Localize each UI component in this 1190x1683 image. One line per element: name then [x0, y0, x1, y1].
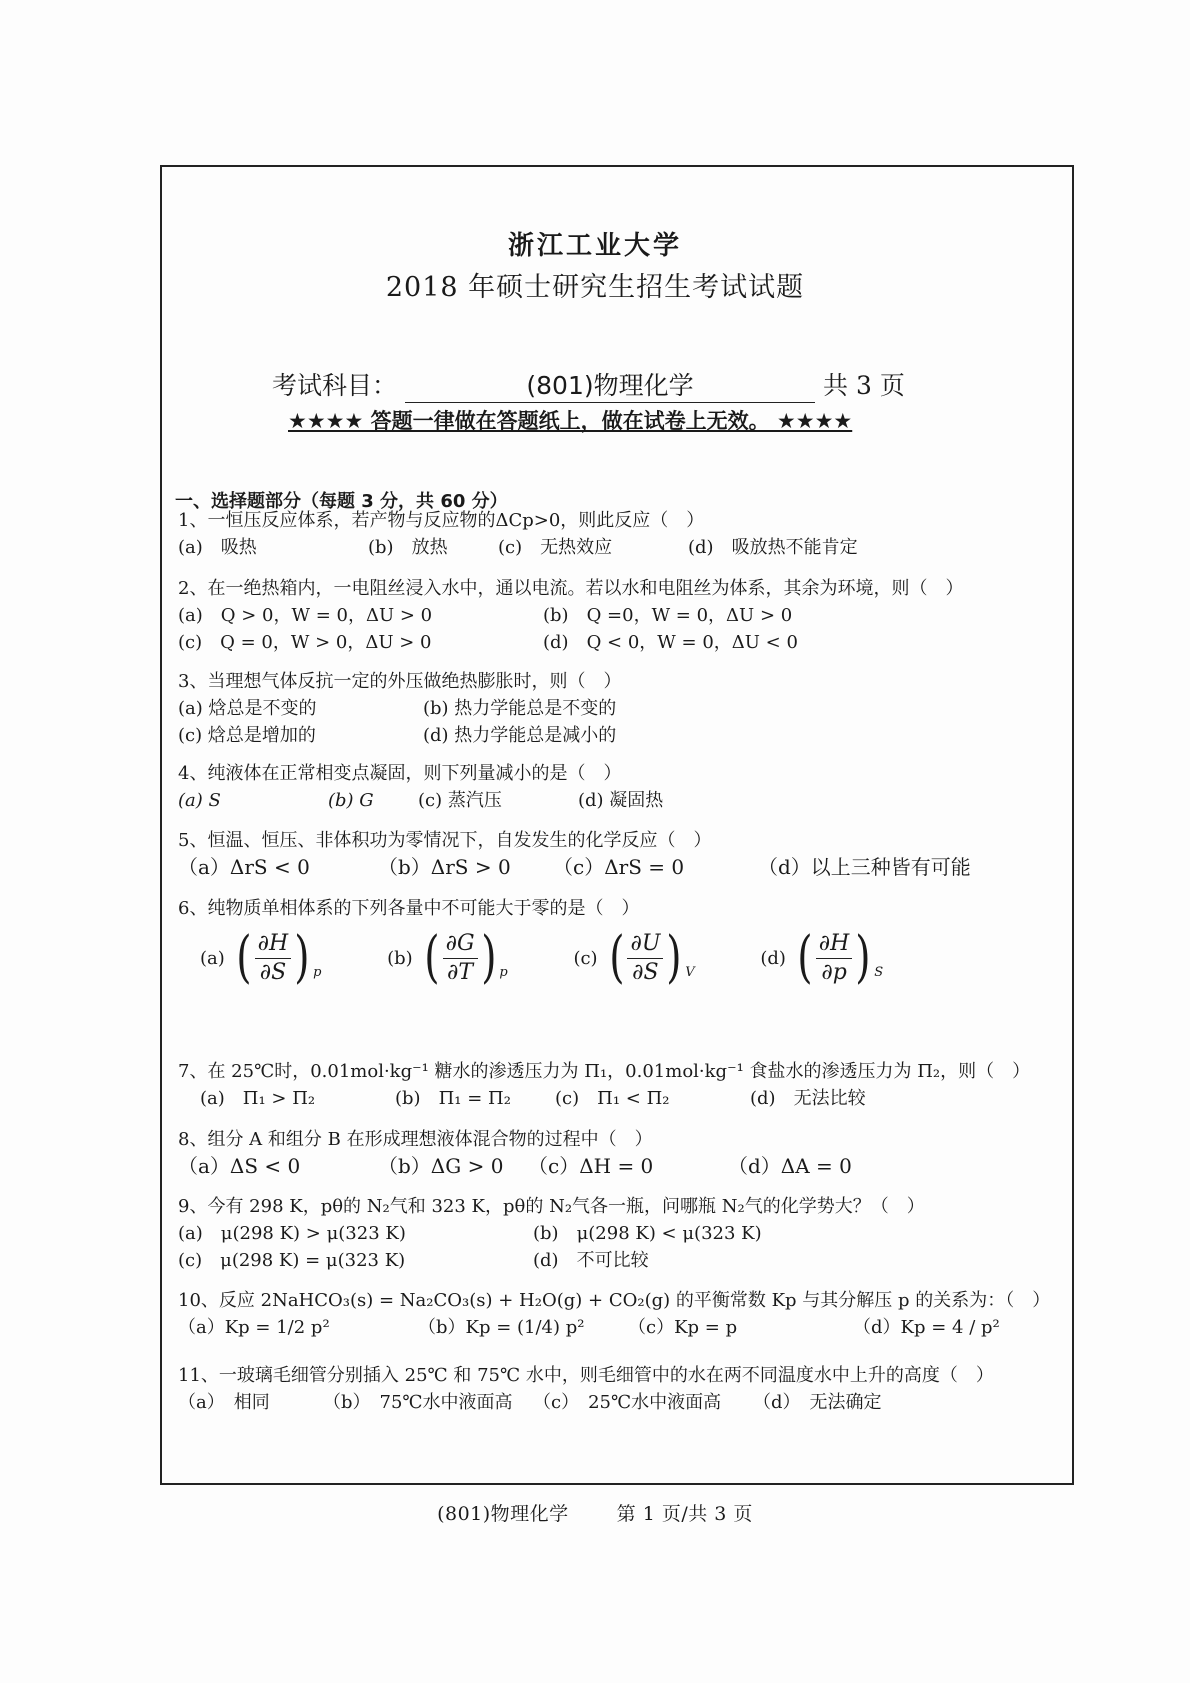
right-paren: ) [294, 925, 310, 990]
question-options [178, 1247, 925, 1274]
question-options [178, 1389, 994, 1416]
option-a [200, 925, 322, 990]
denominator: ∂S [632, 959, 659, 985]
left-paren: ( [797, 925, 813, 990]
option-b: (b) Π₁ = Π₂ [395, 1088, 511, 1109]
question-text: 11、一玻璃毛细管分别插入 25℃ 和 75℃ 水中，则毛细管中的水在两不同温度水中上升的高度（ ） [178, 1365, 994, 1386]
option-d: （d） 无法确定 [753, 1392, 882, 1413]
option-a: （a） 相同 [178, 1392, 270, 1413]
option-d: (d) 无法比较 [750, 1088, 866, 1109]
question-text: 9、今有 298 K，pθ的 N₂气和 323 K，pθ的 N₂气各一瓶，问哪瓶 N₂气的化学势大？（ ） [178, 1196, 925, 1217]
option-b: （b）Kp = (1/4) p² [418, 1317, 585, 1338]
footer-subject: (801)物理化学 [437, 1503, 569, 1525]
option-a: （a）Kp = 1/2 p² [178, 1317, 330, 1338]
question-options [178, 695, 621, 722]
option-a: (a) 焓总是不变的 [178, 698, 317, 719]
right-paren: ) [855, 925, 871, 990]
exam-title: 2018 年硕士研究生招生考试试题 [385, 272, 805, 303]
option-c [573, 925, 695, 990]
option-d: (d) Q < 0，W = 0，ΔU < 0 [543, 632, 798, 653]
question-text: 8、组分 A 和组分 B 在形成理想液体混合物的过程中（ ） [178, 1129, 653, 1150]
question-text: 6、纯物质单相体系的下列各量中不可能大于零的是（ ） [178, 898, 640, 919]
option-c: （c）ΔrS = 0 [553, 855, 685, 879]
question-options [178, 722, 621, 749]
partial-derivative [255, 930, 292, 987]
question-text: 1、一恒压反应体系，若产物与反应物的ΔCp>0，则此反应（ ） [178, 510, 705, 531]
option-b: (b) 放热 [368, 537, 448, 558]
question-options [178, 629, 963, 656]
question-5 [178, 827, 971, 881]
question-options [178, 787, 663, 814]
question-options [178, 854, 971, 881]
subscript: p [499, 965, 508, 980]
question-text: 7、在 25℃时，0.01mol·kg⁻¹ 糖水的渗透压力为 Π₁，0.01mol·kg⁻¹ 食盐水的渗透压力为 Π₂，则（ ） [178, 1061, 1031, 1082]
option-b: (b) 热力学能总是不变的 [423, 698, 617, 719]
question-options [178, 1085, 1030, 1112]
question-11 [178, 1362, 994, 1416]
question-9 [178, 1193, 925, 1274]
denominator: ∂p [821, 959, 847, 985]
question-text: 4、纯液体在正常相变点凝固，则下列量减小的是（ ） [178, 763, 622, 784]
option-c: （c）ΔH = 0 [528, 1154, 654, 1178]
option-d [760, 925, 884, 990]
option-a: (a) Π₁ > Π₂ [200, 1088, 316, 1109]
option-b: （b）ΔrS > 0 [378, 855, 511, 879]
option-b [387, 925, 508, 990]
option-b: (b) μ(298 K) < μ(323 K) [533, 1223, 762, 1244]
question-text: 2、在一绝热箱内，一电阻丝浸入水中，通以电流。若以水和电阻丝为体系，其余为环境，则（ ） [178, 578, 964, 599]
option-c: (c) Π₁ < Π₂ [555, 1088, 670, 1109]
subscript: p [313, 965, 322, 980]
subject-label: 考试科目： [272, 371, 398, 400]
numerator: ∂H [816, 930, 853, 959]
question-options [178, 1153, 852, 1180]
option-b: (b) Q =0，W = 0，ΔU > 0 [543, 605, 793, 626]
option-c: (c) 蒸汽压 [418, 790, 502, 811]
numerator: ∂U [627, 930, 663, 959]
option-c: （c）Kp = p [628, 1317, 738, 1338]
option-label: (b) [387, 947, 413, 969]
numerator: ∂H [255, 930, 292, 959]
question-options [178, 602, 963, 629]
question-4 [178, 760, 663, 814]
subscript: V [685, 965, 695, 980]
question-1 [178, 507, 858, 561]
subject-line [272, 366, 905, 403]
left-paren: ( [236, 925, 252, 990]
fraction-options [178, 925, 943, 990]
option-d: （d）Kp = 4 / p² [853, 1317, 1000, 1338]
option-d: (d) 热力学能总是减小的 [423, 725, 617, 746]
question-text: 10、反应 2NaHCO₃(s) = Na₂CO₃(s) + H₂O(g) + CO₂(g) 的平衡常数 Kp 与其分解压 p 的关系为：（ ） [178, 1290, 1051, 1311]
option-a: (a) S [178, 790, 221, 811]
question-options [178, 1314, 1050, 1341]
option-c: (c) 焓总是增加的 [178, 725, 316, 746]
footer-page-number: 第 1 页/共 3 页 [616, 1503, 753, 1525]
option-label: (d) [760, 947, 786, 969]
question-options [178, 1220, 925, 1247]
page-footer [0, 1499, 1190, 1526]
option-d: (d) 不可比较 [533, 1250, 649, 1271]
option-d: (d) 吸放热不能肯定 [688, 537, 858, 558]
option-c: （c） 25℃水中液面高 [533, 1392, 722, 1413]
question-6 [178, 895, 943, 988]
option-c: (c) 无热效应 [498, 537, 613, 558]
question-3 [178, 668, 621, 749]
left-paren: ( [423, 925, 440, 990]
option-b: （b）ΔG > 0 [378, 1154, 504, 1178]
option-a: (a) μ(298 K) > μ(323 K) [178, 1223, 406, 1244]
numerator: ∂G [443, 930, 478, 959]
option-d: （d）以上三种皆有可能 [758, 855, 971, 879]
option-label: (c) [573, 947, 598, 969]
left-paren: ( [608, 925, 625, 990]
denominator: ∂T [447, 959, 474, 985]
answer-notice: ★★★★ 答题一律做在答题纸上，做在试卷上无效。 ★★★★ [288, 409, 853, 433]
question-text: 3、当理想气体反抗一定的外压做绝热膨胀时，则（ ） [178, 671, 622, 692]
page-count: 共 3 页 [823, 371, 905, 400]
option-a: (a) Q > 0，W = 0，ΔU > 0 [178, 605, 433, 626]
subject-value: (801)物理化学 [405, 366, 815, 403]
option-a: (a) 吸热 [178, 537, 257, 558]
option-b: (b) G [328, 790, 374, 811]
option-d: (d) 凝固热 [578, 790, 664, 811]
option-a: （a）ΔS < 0 [178, 1154, 301, 1178]
option-c: (c) Q = 0，W > 0，ΔU > 0 [178, 632, 432, 653]
denominator: ∂S [259, 959, 287, 985]
right-paren: ) [480, 925, 497, 990]
option-d: （d）ΔA = 0 [728, 1154, 852, 1178]
option-label: (a) [200, 947, 225, 969]
option-a: （a）ΔrS < 0 [178, 855, 310, 879]
partial-derivative [443, 930, 478, 987]
question-text: 5、恒温、恒压、非体积功为零情况下，自发发生的化学反应（ ） [178, 830, 712, 851]
partial-derivative [816, 930, 853, 987]
option-b: （b） 75℃水中液面高 [323, 1392, 513, 1413]
question-2 [178, 575, 963, 656]
subscript: S [874, 965, 884, 980]
school-name: 浙江工业大学 [507, 231, 682, 261]
right-paren: ) [666, 925, 682, 990]
question-options [178, 534, 858, 561]
option-c: (c) μ(298 K) = μ(323 K) [178, 1250, 406, 1271]
question-8 [178, 1126, 852, 1180]
section-title: 一、选择题部分（每题 3 分，共 60 分） [175, 491, 508, 512]
question-7 [178, 1058, 1030, 1112]
partial-derivative [627, 930, 663, 987]
question-10 [178, 1287, 1050, 1341]
